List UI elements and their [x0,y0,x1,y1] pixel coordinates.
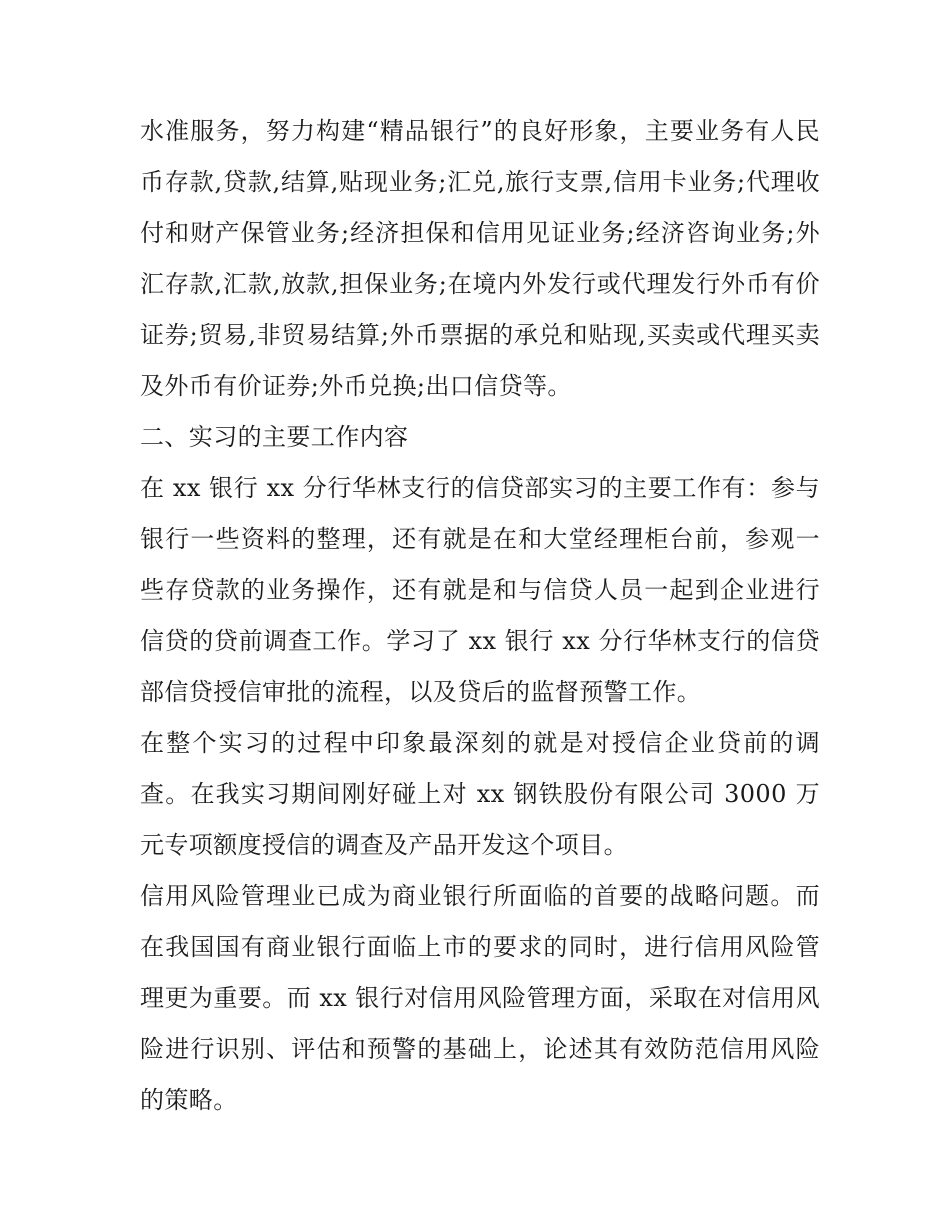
document-body [140,106,820,1126]
paragraph-credit-risk: 信用风险管理业已成为商业银行所面临的首要的战略问题。而在我国国有商业银行面临上市的要求的同时，进行信用风险管理更为重要。而 xx 银行对信用风险管理方面，采取在对信用风险进行识别、评估和预警的基础上，论述其有效防范信用风险的策略。 [140,882,820,1114]
section-heading-main-work: 二、实习的主要工作内容 [140,423,409,451]
paragraph-impression: 在整个实习的过程中印象最深刻的就是对授信企业贷前的调查。在我实习期间刚好碰上对 xx 钢铁股份有限公司 3000 万元专项额度授信的调查及产品开发这个项目。 [140,729,820,859]
paragraph-internship-work: 在 xx 银行 xx 分行华林支行的信贷部实习的主要工作有：参与银行一些资料的整理，还有就是在和大堂经理柜台前，参观一些存贷款的业务操作，还有就是和与信贷人员一起到企业进行信贷的贷前调查工作。学习了 xx 银行 xx 分行华林支行的信贷部信贷授信审批的流程，以及贷后的监督预警工作。 [140,474,820,706]
paragraph-bank-services: 水准服务，努力构建“精品银行”的良好形象，主要业务有人民币存款,贷款,结算,贴现业务;汇兑,旅行支票,信用卡业务;代理收付和财产保管业务;经济担保和信用见证业务;经济咨询业务;外汇存款,汇款,放款,担保业务;在境内外发行或代理发行外币有价证券;贸易,非贸易结算;外币票据的承兑和贴现,买卖或代理买卖及外币有价证券;外币兑换;出口信贷等。 [140,117,820,400]
